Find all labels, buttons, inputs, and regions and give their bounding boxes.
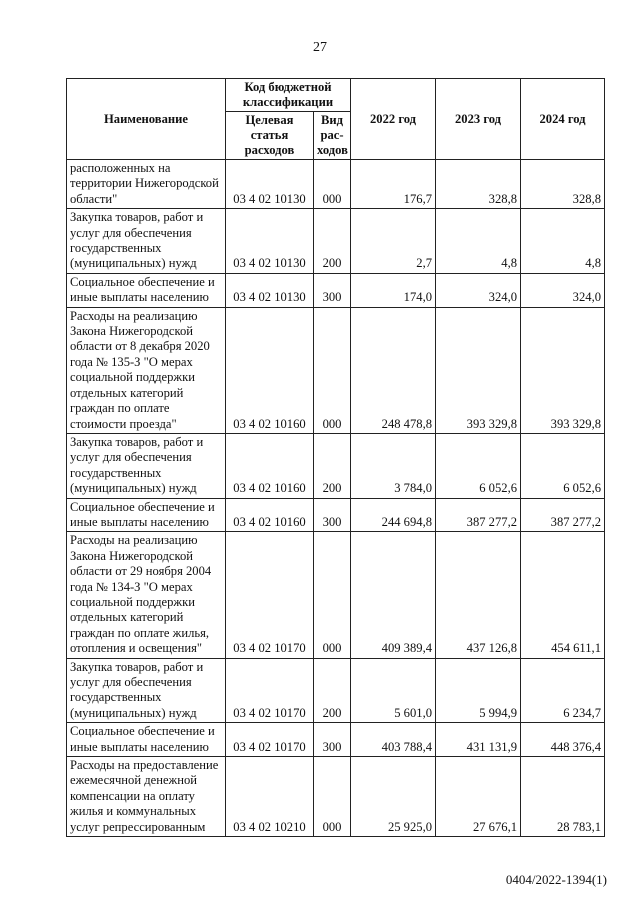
cell-2023: 324,0 [436, 273, 521, 307]
cell-expense-type: 000 [314, 307, 351, 433]
cell-target-article: 03 4 02 10170 [226, 532, 314, 658]
cell-name: Расходы на предоставление ежемесячной денежной компенсации на оплату жилья и коммунальных услуг репрессированным [67, 757, 226, 837]
cell-name: Расходы на реализацию Закона Нижегородской области от 29 ноября 2004 года № 134-З "О мерах социальной поддержки отдельных категорий граждан по оплате жилья, отопления и освещения" [67, 532, 226, 658]
cell-name: Закупка товаров, работ и услуг для обеспечения государственных (муниципальных) нужд [67, 433, 226, 498]
header-code-group: Код бюджетной классификации [226, 79, 351, 112]
cell-target-article: 03 4 02 10160 [226, 433, 314, 498]
header-row-top [67, 79, 605, 112]
cell-2022: 244 694,8 [351, 498, 436, 532]
table-row [67, 209, 605, 274]
cell-target-article: 03 4 02 10130 [226, 160, 314, 209]
cell-2022: 5 601,0 [351, 658, 436, 723]
budget-table [66, 78, 605, 837]
cell-2024: 393 329,8 [521, 307, 605, 433]
cell-expense-type: 300 [314, 723, 351, 757]
cell-2023: 437 126,8 [436, 532, 521, 658]
cell-target-article: 03 4 02 10170 [226, 723, 314, 757]
table-row [67, 273, 605, 307]
table-row [67, 160, 605, 209]
table-row [67, 723, 605, 757]
cell-target-article: 03 4 02 10170 [226, 658, 314, 723]
cell-name: Социальное обеспечение и иные выплаты населению [67, 723, 226, 757]
header-expense-type: Вид рас-ходов [314, 112, 351, 160]
cell-expense-type: 200 [314, 209, 351, 274]
cell-2023: 393 329,8 [436, 307, 521, 433]
cell-2022: 2,7 [351, 209, 436, 274]
table-row [67, 433, 605, 498]
cell-name: расположенных на территории Нижегородской области" [67, 160, 226, 209]
cell-expense-type: 000 [314, 757, 351, 837]
header-2022: 2022 год [351, 79, 436, 160]
cell-2023: 5 994,9 [436, 658, 521, 723]
cell-2022: 3 784,0 [351, 433, 436, 498]
table-row [67, 658, 605, 723]
table-body [67, 160, 605, 837]
cell-2024: 6 234,7 [521, 658, 605, 723]
cell-name: Социальное обеспечение и иные выплаты населению [67, 273, 226, 307]
cell-target-article: 03 4 02 10210 [226, 757, 314, 837]
cell-2022: 248 478,8 [351, 307, 436, 433]
document-id: 0404/2022-1394(1) [505, 872, 607, 887]
cell-name: Расходы на реализацию Закона Нижегородской области от 8 декабря 2020 года № 135-З "О мерах социальной поддержки отдельных категорий граждан по оплате стоимости проезда" [67, 307, 226, 433]
header-name: Наименование [67, 79, 226, 160]
cell-2023: 6 052,6 [436, 433, 521, 498]
cell-target-article: 03 4 02 10160 [226, 498, 314, 532]
cell-target-article: 03 4 02 10130 [226, 273, 314, 307]
cell-2023: 27 676,1 [436, 757, 521, 837]
cell-expense-type: 200 [314, 433, 351, 498]
cell-target-article: 03 4 02 10130 [226, 209, 314, 274]
table-row [67, 498, 605, 532]
header-2023: 2023 год [436, 79, 521, 160]
cell-expense-type: 000 [314, 160, 351, 209]
table-row [67, 757, 605, 837]
table-row [67, 307, 605, 433]
cell-2024: 328,8 [521, 160, 605, 209]
header-target-article: Целевая статья расходов [226, 112, 314, 160]
cell-name: Социальное обеспечение и иные выплаты населению [67, 498, 226, 532]
cell-name: Закупка товаров, работ и услуг для обеспечения государственных (муниципальных) нужд [67, 658, 226, 723]
cell-2023: 4,8 [436, 209, 521, 274]
cell-2024: 324,0 [521, 273, 605, 307]
cell-expense-type: 000 [314, 532, 351, 658]
cell-2024: 448 376,4 [521, 723, 605, 757]
cell-2022: 409 389,4 [351, 532, 436, 658]
cell-expense-type: 200 [314, 658, 351, 723]
header-2024: 2024 год [521, 79, 605, 160]
cell-2023: 387 277,2 [436, 498, 521, 532]
page-number: 27 [313, 40, 327, 55]
cell-2024: 454 611,1 [521, 532, 605, 658]
cell-2022: 25 925,0 [351, 757, 436, 837]
cell-2024: 4,8 [521, 209, 605, 274]
cell-2022: 176,7 [351, 160, 436, 209]
cell-2023: 328,8 [436, 160, 521, 209]
cell-target-article: 03 4 02 10160 [226, 307, 314, 433]
cell-2024: 28 783,1 [521, 757, 605, 837]
cell-2024: 6 052,6 [521, 433, 605, 498]
cell-2022: 174,0 [351, 273, 436, 307]
cell-expense-type: 300 [314, 498, 351, 532]
table-row [67, 532, 605, 658]
cell-2023: 431 131,9 [436, 723, 521, 757]
cell-expense-type: 300 [314, 273, 351, 307]
cell-name: Закупка товаров, работ и услуг для обеспечения государственных (муниципальных) нужд [67, 209, 226, 274]
cell-2022: 403 788,4 [351, 723, 436, 757]
cell-2024: 387 277,2 [521, 498, 605, 532]
